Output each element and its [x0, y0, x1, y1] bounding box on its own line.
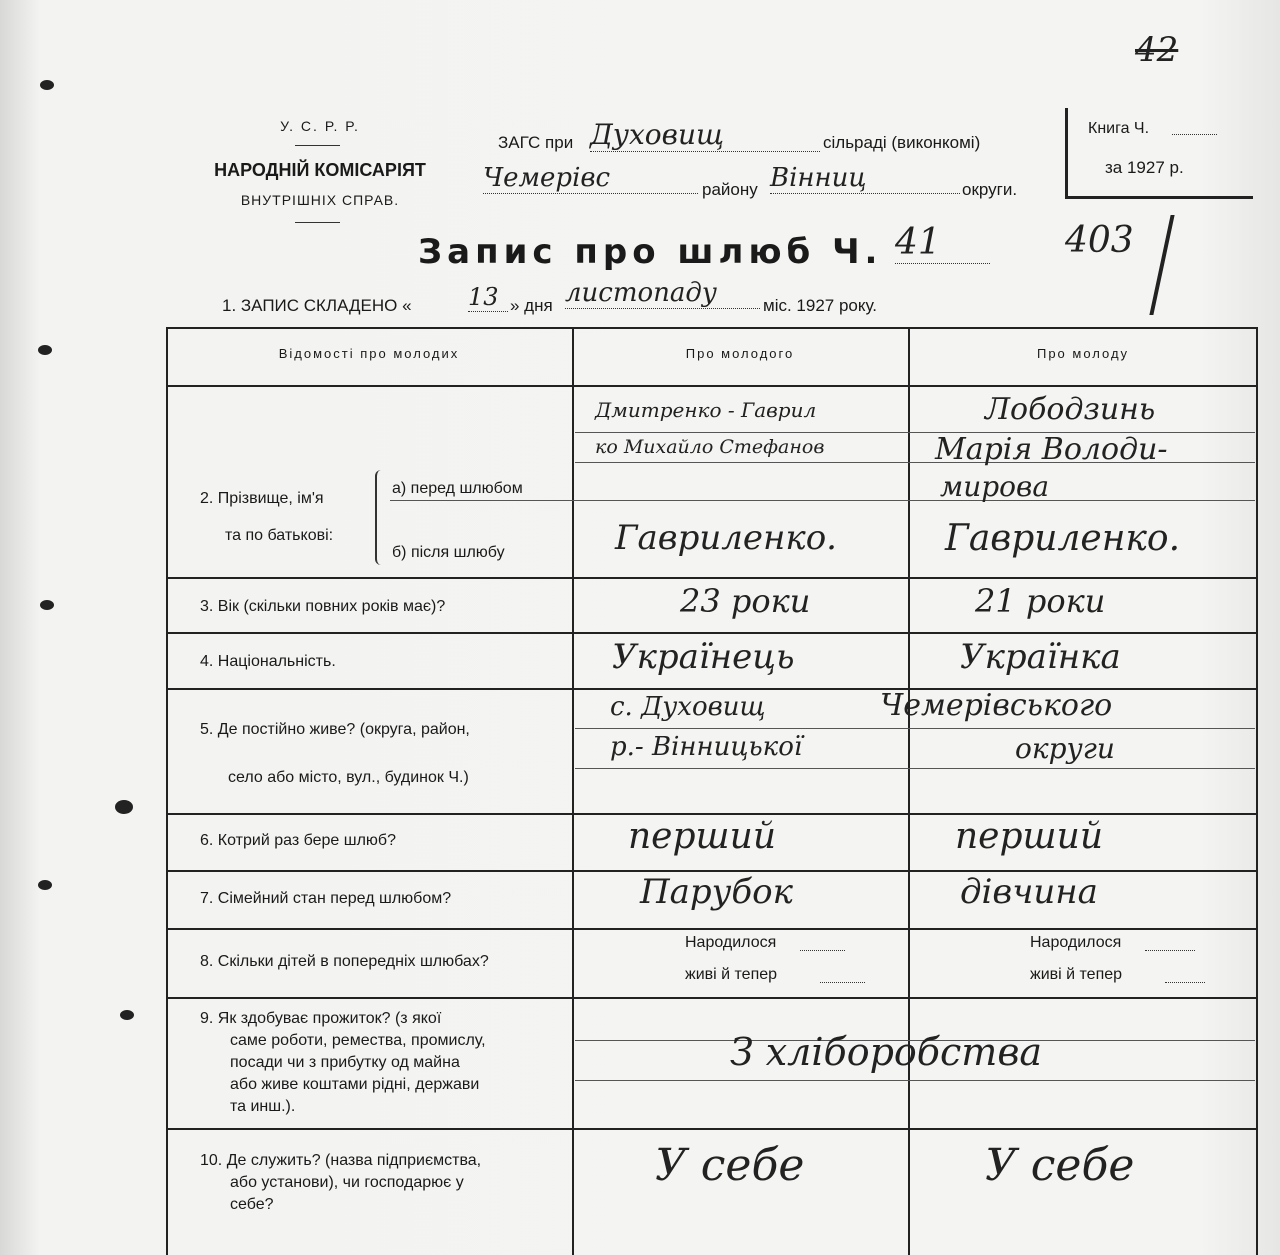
council-suffix: сільраді (виконкомі) — [823, 133, 981, 152]
header-rule — [295, 145, 340, 146]
row-divider — [166, 1128, 1258, 1130]
bride-name-before-2: Марія Володи- — [935, 432, 1168, 467]
row10-label-2: або установи), чи господарює у — [230, 1174, 464, 1191]
bride-born-line — [1145, 950, 1195, 951]
bride-name-before-1: Лободзинь — [985, 392, 1156, 427]
row9-label-1: 9. Як здобуває прожиток? (з якої — [200, 1010, 442, 1027]
groom-born-line — [800, 950, 845, 951]
stamp-mark — [1149, 215, 1269, 315]
groom-alive-label: живі й тепер — [685, 966, 778, 983]
writing-line — [575, 768, 1255, 769]
binding-hole — [120, 1010, 134, 1020]
book-year: за 1927 р. — [1105, 158, 1184, 177]
row8-label: 8. Скільки дітей в попередніх шлюбах? — [200, 953, 489, 970]
zags-prefix: ЗАГС при — [498, 133, 574, 152]
bride-name-before-3: мирова — [940, 470, 1050, 503]
binding-hole — [40, 600, 54, 610]
row-divider — [166, 997, 1258, 999]
writing-line — [575, 728, 1255, 729]
groom-name-before-1: Дмитренко - Гаврил — [595, 398, 817, 422]
book-label: Книга Ч. — [1088, 120, 1150, 137]
row5-label-line2: село або місто, вул., будинок Ч.) — [228, 769, 469, 786]
row10-label-1: 10. Де служить? (назва підприємства, — [200, 1152, 482, 1169]
record-month: листопаду — [565, 278, 760, 309]
row2-label-line1: 2. Прізвище, ім'я — [200, 490, 324, 507]
row2-label-line2: та по батькові: — [225, 527, 334, 544]
item1-suffix: міс. 1927 року. — [763, 296, 878, 315]
row7-label: 7. Сімейний стан перед шлюбом? — [200, 890, 452, 907]
book-number-line — [1172, 134, 1217, 135]
groom-nationality: Українець — [612, 637, 795, 677]
bride-name-after: Гавриленко. — [945, 518, 1181, 559]
groom-marriage-count: перший — [628, 816, 777, 857]
row9-label-4: або живе коштами рідні, держави — [230, 1076, 480, 1093]
bride-status: дівчина — [960, 872, 1098, 912]
row2-before-label: а) перед шлюбом — [392, 480, 523, 497]
binding-hole — [38, 880, 52, 890]
row-divider — [166, 813, 1258, 815]
row-divider — [166, 928, 1258, 930]
row9-label-5: та инш.). — [230, 1098, 296, 1115]
item1-label: 1. ЗАПИС СКЛАДЕНО « — [222, 296, 412, 315]
row9-label-3: посади чи з прибутку од майна — [230, 1054, 460, 1071]
header-info: Відомості про молодих — [278, 346, 460, 361]
groom-alive-line — [820, 982, 865, 983]
residence-2b: округи — [1015, 732, 1115, 765]
column-divider — [572, 327, 574, 1255]
row10-label-3: себе? — [230, 1196, 274, 1213]
row-divider — [166, 632, 1258, 634]
groom-born-label: Народилося — [685, 934, 777, 951]
binding-hole — [38, 345, 52, 355]
binding-hole — [40, 80, 54, 90]
item1-mid: » дня — [510, 296, 553, 315]
side-mark: 403 — [1065, 220, 1134, 261]
column-divider — [908, 327, 910, 1255]
residence-2a: р.- Вінницької — [610, 732, 803, 762]
livelihood: З хліборобства — [730, 1030, 1043, 1074]
usrr-label: У. С. Р. Р. — [280, 118, 360, 134]
district-name: Чемерівс — [483, 163, 698, 194]
council-name: Духовищ — [590, 118, 820, 152]
header-groom: Про молодого — [685, 346, 795, 361]
brace — [375, 470, 385, 565]
residence-1b: Чемерівського — [880, 688, 1113, 723]
bride-alive-label: живі й тепер — [1030, 966, 1123, 983]
row4-label: 4. Національність. — [200, 653, 336, 670]
groom-status: Парубок — [640, 872, 793, 912]
groom-name-after: Гавриленко. — [615, 518, 837, 558]
record-number: 41 — [895, 222, 990, 264]
groom-age: 23 роки — [680, 582, 811, 620]
row3-label: 3. Вік (скільки повних років має)? — [200, 598, 446, 615]
row6-label: 6. Котрий раз бере шлюб? — [200, 832, 396, 849]
writing-line — [390, 500, 1255, 501]
header-bride: Про молоду — [1036, 346, 1130, 361]
binding-hole — [115, 800, 133, 814]
groom-name-before-2: ко Михайло Стефанов — [595, 436, 825, 458]
page-number: 42 — [1135, 30, 1179, 70]
row5-label-line1: 5. Де постійно живе? (округа, район, — [200, 721, 470, 738]
header-rule — [295, 222, 340, 223]
row2-after-label: б) після шлюбу — [392, 544, 505, 561]
row-divider — [166, 577, 1258, 579]
writing-line — [575, 1080, 1255, 1081]
okruha-name: Вінниц — [770, 163, 960, 194]
bride-workplace: У себе — [985, 1140, 1135, 1191]
district-label: району — [702, 180, 758, 199]
bride-marriage-count: перший — [955, 816, 1104, 857]
residence-1a: с. Духовищ — [610, 692, 766, 722]
okruha-label: округи. — [962, 180, 1018, 199]
commissariat-label: НАРОДНІЙ КОМІСАРІЯТ — [214, 160, 426, 180]
record-title: Запис про шлюб Ч. — [418, 232, 883, 272]
bride-alive-line — [1165, 982, 1205, 983]
bride-born-label: Народилося — [1030, 934, 1122, 951]
bride-nationality: Українка — [960, 637, 1121, 677]
dept-label: ВНУТРІШНІХ СПРАВ. — [240, 192, 400, 208]
groom-workplace: У себе — [655, 1140, 805, 1191]
row-divider — [166, 385, 1258, 387]
row9-label-2: саме роботи, ремества, промислу, — [230, 1032, 486, 1049]
record-day: 13 — [468, 283, 508, 312]
bride-age: 21 роки — [975, 582, 1106, 620]
